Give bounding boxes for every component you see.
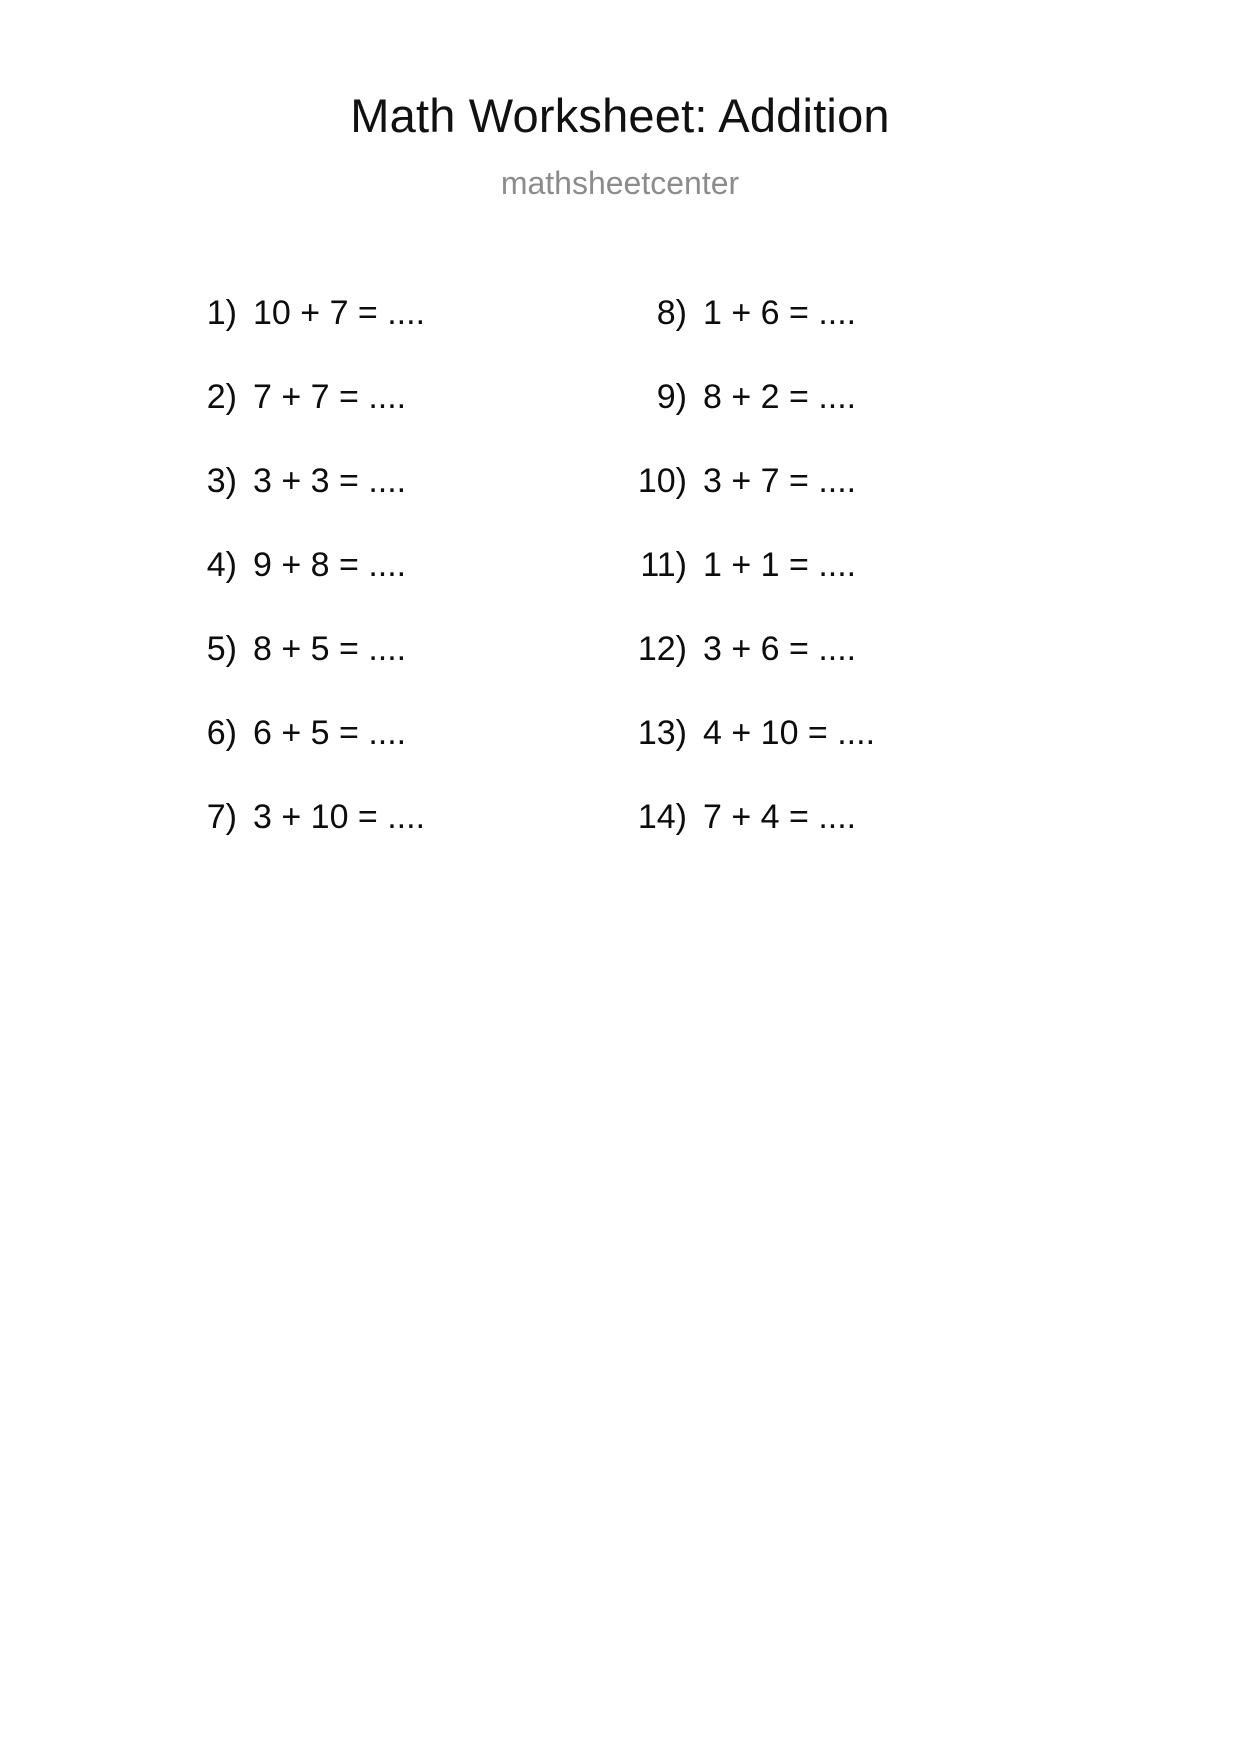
- problem-item: [175, 546, 625, 630]
- problem-number: 6): [206, 714, 237, 752]
- problem-number: 11): [640, 546, 687, 584]
- problem-expression: 3 + 3 = ....: [253, 462, 407, 500]
- problem-item: [625, 714, 1055, 798]
- problem-number: 2): [206, 378, 237, 416]
- problem-number: 7): [206, 798, 237, 836]
- problem-number: 1): [206, 294, 237, 332]
- problem-expression: 9 + 8 = ....: [253, 546, 407, 584]
- problem-item: [625, 294, 1055, 378]
- problem-expression: 3 + 10 = ....: [253, 798, 426, 836]
- problem-item: [175, 630, 625, 714]
- problem-item: [175, 462, 625, 546]
- problem-expression: 10 + 7 = ....: [253, 294, 426, 332]
- problem-expression: 3 + 7 = ....: [703, 462, 857, 500]
- page-subtitle: mathsheetcenter: [500, 165, 740, 201]
- problem-column-left: [175, 294, 625, 882]
- problem-expression: 8 + 5 = ....: [253, 630, 407, 668]
- problem-item: [625, 462, 1055, 546]
- problem-number: 9): [656, 378, 687, 416]
- problem-item: [175, 714, 625, 798]
- problem-number: 4): [206, 546, 237, 584]
- problem-number: 10): [637, 462, 687, 500]
- problem-expression: 1 + 6 = ....: [703, 294, 857, 332]
- problem-item: [625, 378, 1055, 462]
- problem-number: 12): [637, 630, 687, 668]
- problem-number: 5): [206, 630, 237, 668]
- problem-item: [175, 798, 625, 882]
- page-title: Math Worksheet: Addition: [350, 89, 890, 142]
- problem-expression: 1 + 1 = ....: [703, 546, 857, 584]
- problem-number: 14): [637, 798, 687, 836]
- problem-expression: 6 + 5 = ....: [253, 714, 407, 752]
- problem-item: [625, 798, 1055, 882]
- problem-item: [175, 294, 625, 378]
- problem-number: 3): [206, 462, 237, 500]
- problem-expression: 7 + 7 = ....: [253, 378, 407, 416]
- problem-expression: 7 + 4 = ....: [703, 798, 857, 836]
- problem-list: [0, 294, 1240, 882]
- problem-number: 13): [637, 714, 687, 752]
- problem-item: [175, 378, 625, 462]
- problem-item: [625, 630, 1055, 714]
- problem-number: 8): [656, 294, 687, 332]
- problem-column-right: [625, 294, 1055, 882]
- problem-expression: 8 + 2 = ....: [703, 378, 857, 416]
- problem-item: [625, 546, 1055, 630]
- problem-expression: 4 + 10 = ....: [703, 714, 876, 752]
- problem-expression: 3 + 6 = ....: [703, 630, 857, 668]
